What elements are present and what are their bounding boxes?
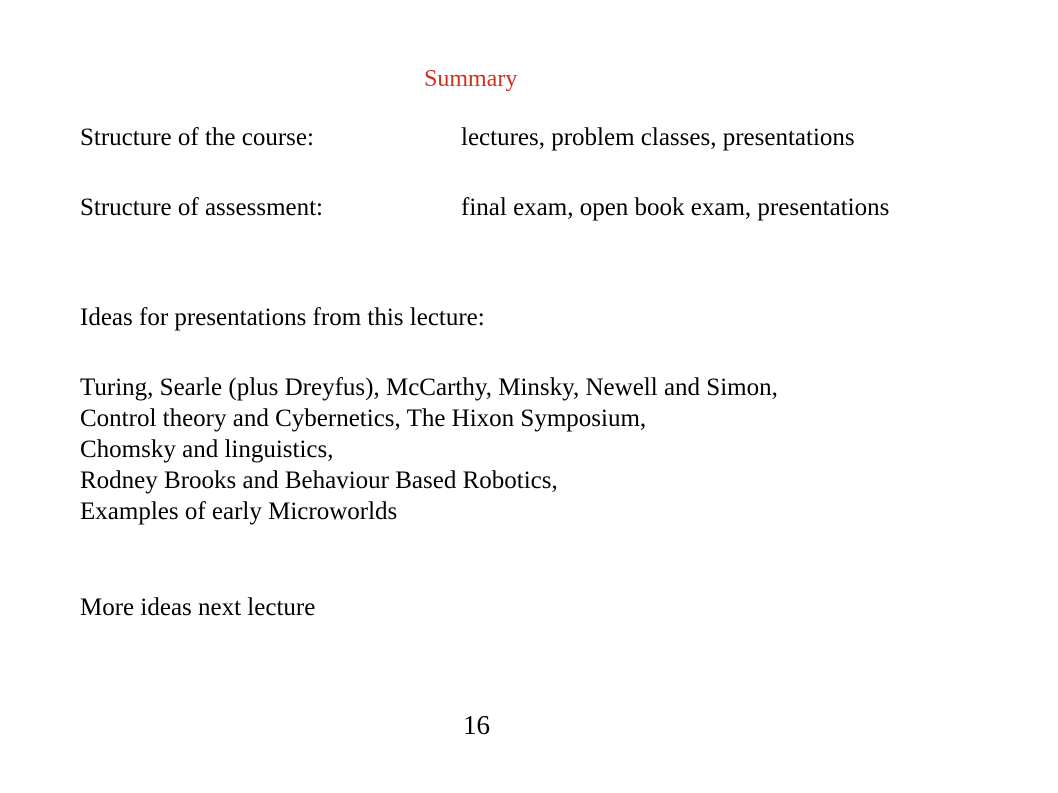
list-item: Turing, Searle (plus Dreyfus), McCarthy, Minsky, Newell and Simon, [80,374,778,401]
assessment-structure-label: Structure of assessment: [80,194,324,221]
list-item: Control theory and Cybernetics, The Hixon Symposium, [80,405,647,432]
course-structure-label: Structure of the course: [80,124,314,151]
list-item: Chomsky and linguistics, [80,436,334,463]
list-item: Examples of early Microworlds [80,498,398,525]
closing-note: More ideas next lecture [80,594,316,621]
slide-title: Summary [424,66,518,92]
assessment-structure-value: final exam, open book exam, presentations [461,194,890,221]
ideas-list [80,373,778,528]
ideas-heading: Ideas for presentations from this lecture: [80,304,485,331]
page-number: 16 [463,710,490,740]
course-structure-value: lectures, problem classes, presentations [461,124,855,151]
list-item: Rodney Brooks and Behaviour Based Robotics, [80,467,558,494]
